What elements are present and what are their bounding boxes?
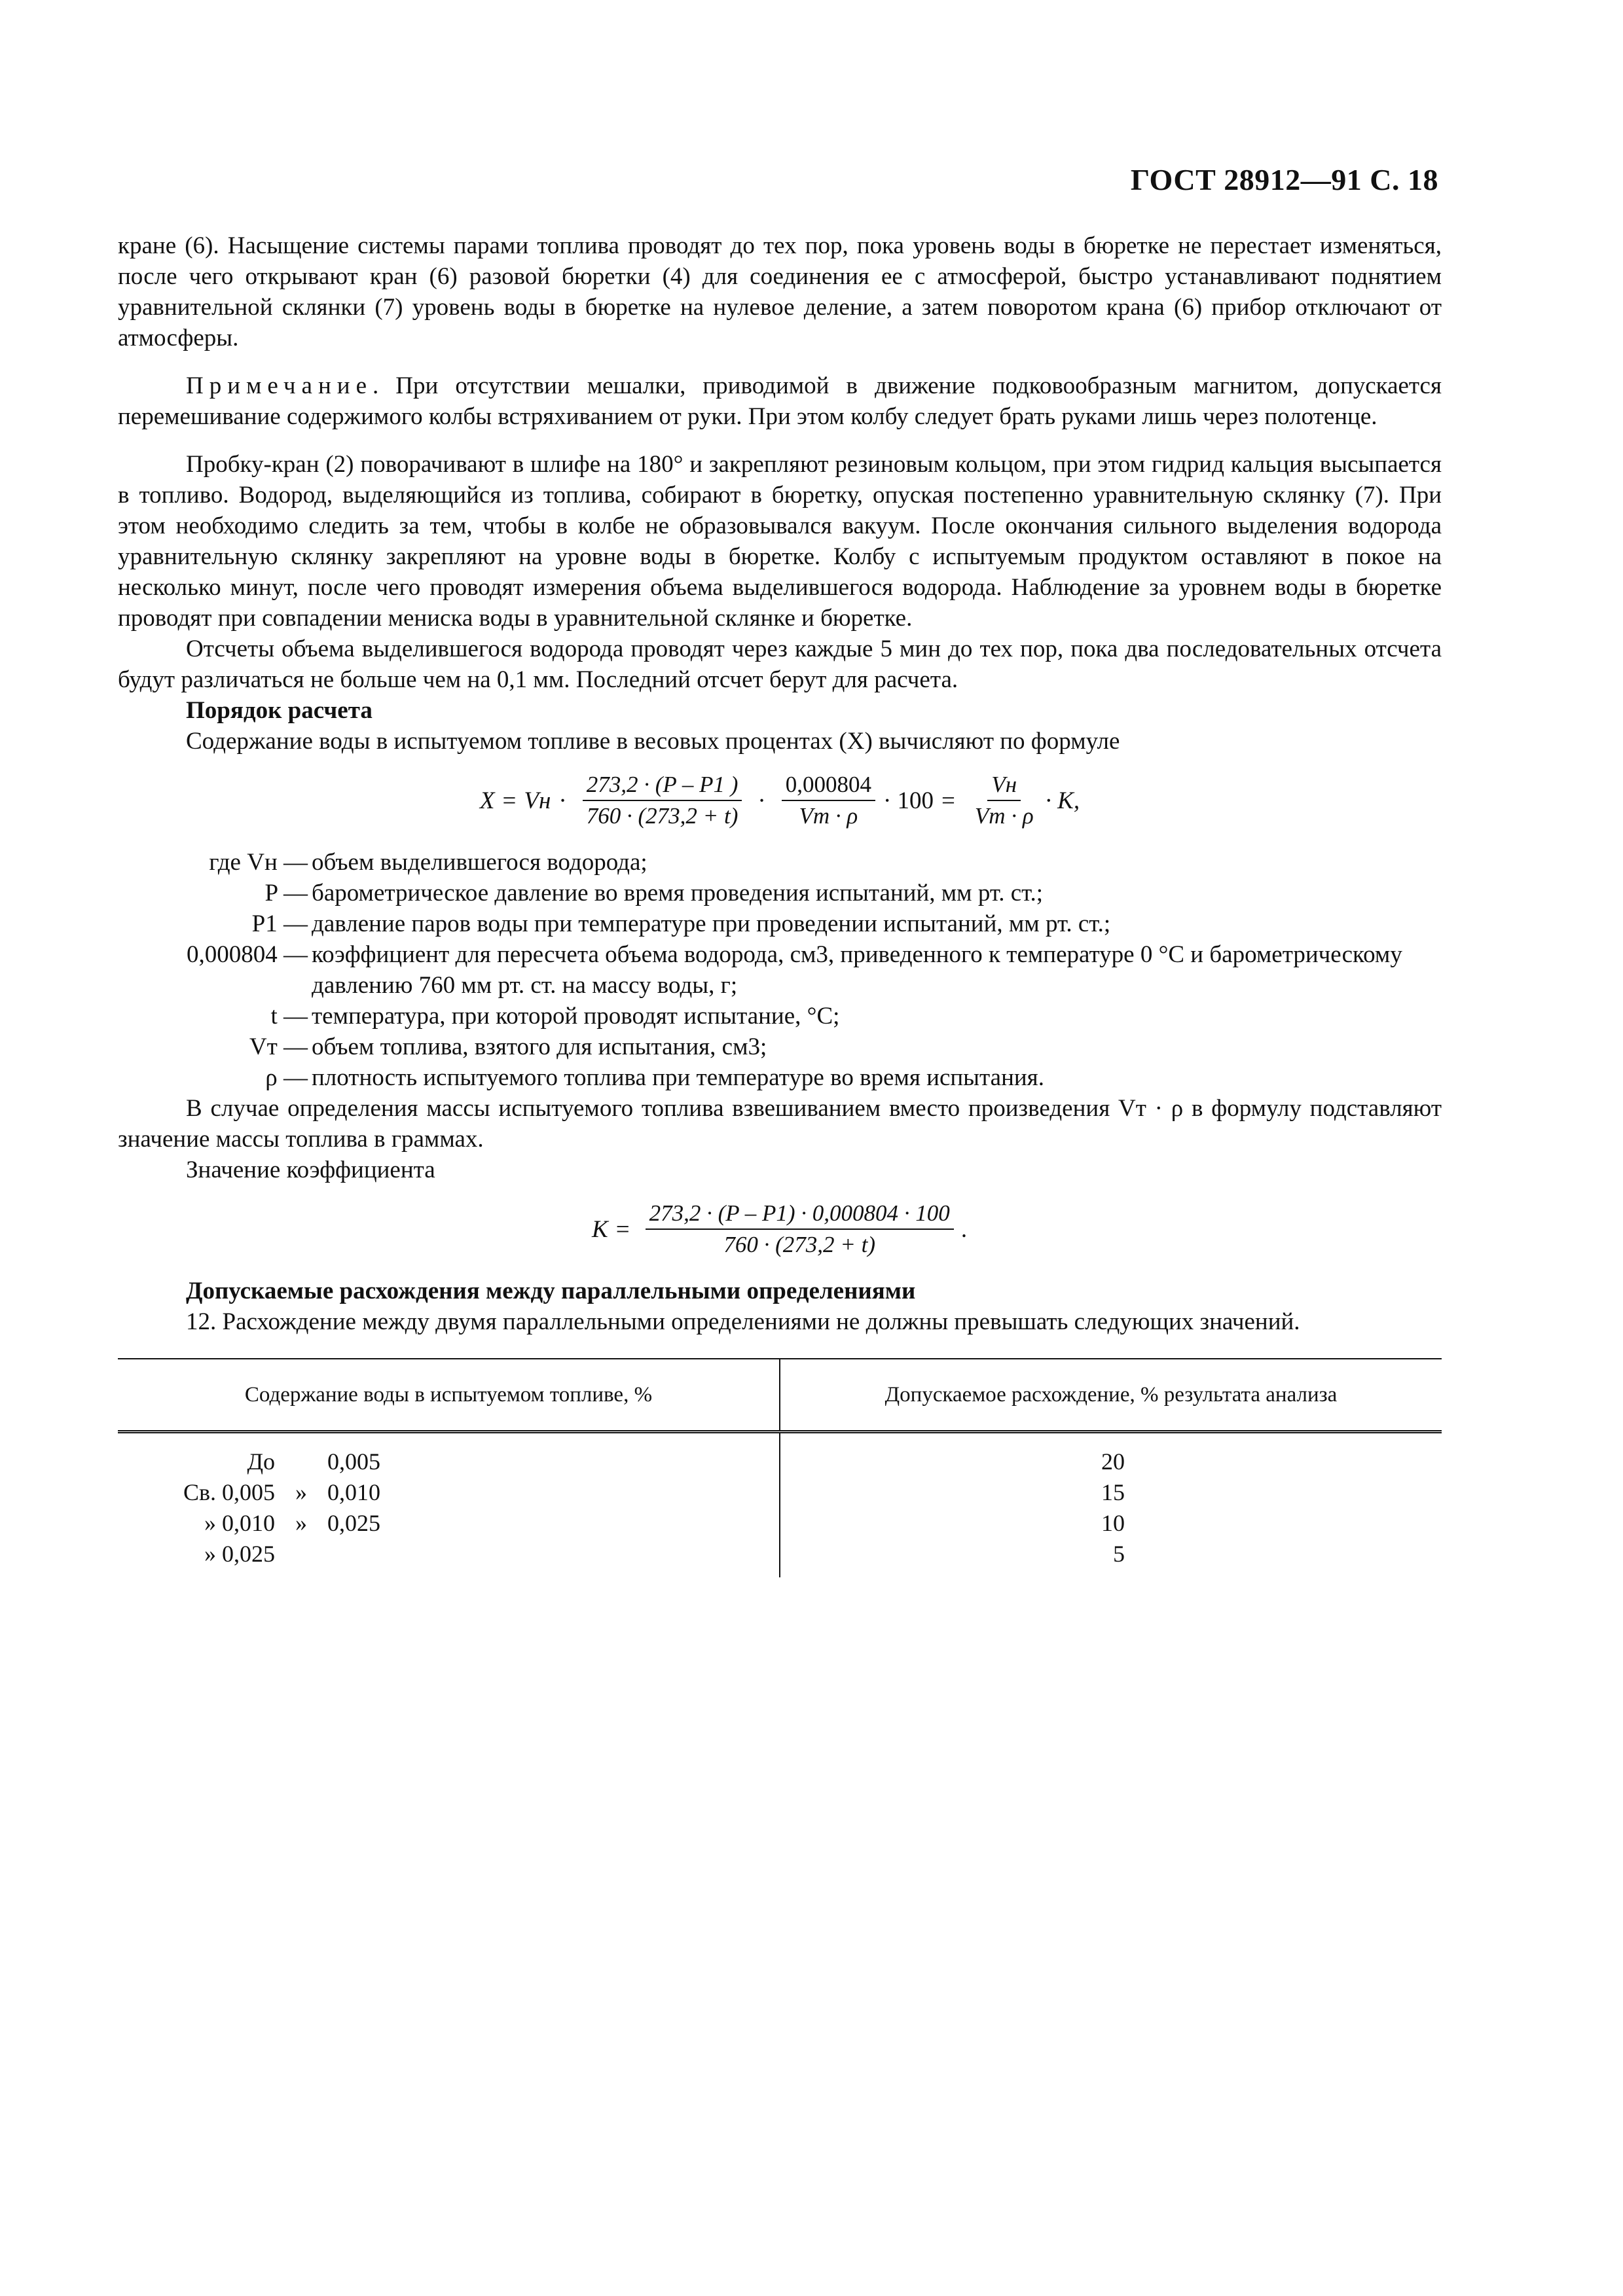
definition-desc: коэффициент для пересчета объема водорода, см3, приведенного к температуре 0 °С и барометрическому давлению 760 мм рт. ст. на массу воды, г;: [312, 941, 1402, 999]
formula-x-fraction-3: [971, 771, 1038, 830]
range-from: » 0,025: [204, 1541, 275, 1567]
definition-term: ρ —: [265, 1064, 308, 1091]
definition-row: [118, 1031, 1442, 1062]
formula-x-tail: · K,: [1045, 787, 1080, 814]
table-header-row: [118, 1359, 1442, 1433]
range-to: 0,005: [327, 1448, 380, 1475]
range-to: [327, 1539, 406, 1570]
definition-desc: температура, при которой проводят испытание, °С;: [312, 1003, 840, 1030]
page-header: ГОСТ 28912—91 С. 18: [1130, 163, 1438, 196]
definition-desc: объем выделившегося водорода;: [312, 849, 647, 876]
heading-tolerances: Допускаемые расхождения между параллельными определениями: [186, 1278, 916, 1304]
paragraph-5: В случае определения массы испытуемого топлива взвешиванием вместо произведения Vт · ρ в формулу подставляют значение массы топлива в граммах.: [118, 1095, 1442, 1153]
definition-desc: барометрическое давление во время проведения испытаний, мм рт. ст.;: [312, 880, 1044, 906]
formula-x-eq: =: [502, 787, 517, 814]
formula-k: [118, 1200, 1442, 1259]
formula-x-fraction-1: [583, 771, 742, 830]
definition-row: [118, 939, 1442, 1001]
table-row: [118, 1477, 779, 1508]
table-column-water-content: [118, 1433, 780, 1577]
definition-term: t —: [270, 1003, 308, 1030]
formula-k-denominator: 760 · (273,2 + t): [723, 1232, 875, 1257]
formula-x-dot-2: ·: [757, 787, 766, 814]
definition-row: [118, 847, 1442, 878]
fraction-1-numerator: 273,2 · (P – P1 ): [583, 771, 742, 801]
table-column-tolerance: [780, 1433, 1442, 1577]
definition-row: [118, 908, 1442, 939]
definition-term: Vт —: [249, 1033, 308, 1060]
range-sep: »: [295, 1479, 307, 1505]
table-body: [118, 1433, 1442, 1577]
formula-k-tail: .: [961, 1215, 968, 1243]
formula-x-vn: Vн: [524, 787, 551, 814]
range-sep: [275, 1539, 327, 1570]
range-from: Св. 0,005: [183, 1479, 275, 1505]
fraction-2-numerator: 0,000804: [782, 771, 875, 801]
tolerance-value: 10: [1101, 1510, 1125, 1536]
range-sep: [275, 1446, 327, 1477]
heading-calculation: Порядок расчета: [186, 697, 373, 724]
note-label: Примечание: [186, 372, 373, 399]
formula-x-dot: ·: [558, 787, 567, 814]
variable-definitions: [118, 847, 1442, 1093]
formula-x-hundred: · 100: [883, 787, 934, 814]
range-sep: »: [295, 1510, 307, 1536]
formula-x-fraction-2: [782, 771, 875, 830]
formula-k-eq: =: [615, 1215, 630, 1243]
paragraph-1: кране (6). Насыщение системы парами топлива проводят до тех пор, пока уровень воды в бюретке не перестает изменяться, после чего открывают кран (6) разовой бюретки (4) для соединения ее с атмосферой, быстро устанавливают поднятием уравнительной склянки (7) уровень воды в бюретке на нулевое деление, а затем поворотом крана (6) прибор отключают от атмосферы.: [118, 232, 1442, 351]
note-text: . При отсутствии мешалки, приводимой в движение подковообразным магнитом, допускается перемешивание содержимого колбы встряхиванием от руки. При этом колбу следует брать руками лишь через полотенце.: [118, 372, 1442, 430]
table-row: [118, 1446, 779, 1477]
table-header-water-content: Содержание воды в испытуемом топливе, %: [118, 1359, 780, 1430]
definition-row: [118, 1062, 1442, 1093]
definition-row: [118, 878, 1442, 908]
formula-k-numerator: 273,2 · (P – P1) · 0,000804 · 100: [646, 1200, 954, 1230]
definition-term: P1 —: [251, 910, 308, 937]
definition-desc: плотность испытуемого топлива при температуре во время испытания.: [312, 1064, 1044, 1091]
definition-term: где Vн —: [209, 849, 308, 876]
fraction-3-numerator: Vн: [987, 771, 1021, 801]
fraction-2-denominator: Vт · ρ: [799, 803, 858, 829]
tolerance-table: [118, 1358, 1442, 1577]
table-header-tolerance: Допускаемое расхождение, % результата анализа: [884, 1382, 1338, 1407]
table-row: [118, 1539, 779, 1570]
tolerance-value: 15: [1101, 1479, 1125, 1505]
paragraph-3: Отсчеты объема выделившегося водорода проводят через каждые 5 мин до тех пор, пока два последовательных отсчета будут различаться не больше чем на 0,1 мм. Последний отсчет берут для расчета.: [118, 636, 1442, 693]
paragraph-4: Содержание воды в испытуемом топливе в весовых процентах (X) вычисляют по формуле: [186, 728, 1120, 755]
definition-desc: объем топлива, взятого для испытания, см3;: [312, 1033, 767, 1060]
fraction-3-denominator: Vт · ρ: [974, 803, 1034, 829]
paragraph-2: Пробку-кран (2) поворачивают в шлифе на 180° и закрепляют резиновым кольцом, при этом гидрид кальция высыпается в топливо. Водород, выделяющийся из топлива, собирают в бюретку, опуская постепенно уравнительную склянку (7). При этом необходимо следить за тем, чтобы в колбе не образовывался вакуум. После окончания сильного выделения водорода уравнительную склянку закрепляют на уровне воды в бюретке. Колбу с испытуемым продуктом оставляют в покое на несколько минут, после чего проводят измерения объема выделившегося водорода. Наблюдение за уровнем воды в бюретке проводят при совпадении мениска воды в уравнительной склянке и бюретке.: [118, 451, 1442, 632]
table-row: [118, 1508, 779, 1539]
paragraph-7: 12. Расхождение между двумя параллельными определениями не должны превышать следующих значений.: [186, 1308, 1300, 1335]
definition-desc: давление паров воды при температуре при проведении испытаний, мм рт. ст.;: [312, 910, 1111, 937]
definition-row: [118, 1001, 1442, 1031]
document-body: [118, 230, 1442, 1577]
tolerance-value: 5: [1113, 1541, 1125, 1567]
tolerance-value: 20: [1101, 1448, 1125, 1475]
range-from: » 0,010: [204, 1510, 275, 1536]
definition-term: P —: [264, 880, 308, 906]
note-paragraph: [118, 370, 1442, 432]
range-from: До: [247, 1448, 275, 1475]
formula-x-lhs: X: [479, 787, 495, 814]
formula-k-lhs: K: [592, 1215, 608, 1243]
range-to: 0,025: [327, 1510, 380, 1536]
formula-k-fraction: [646, 1200, 954, 1259]
fraction-1-denominator: 760 · (273,2 + t): [586, 803, 739, 829]
formula-x: [118, 771, 1442, 830]
formula-x-eq-2: =: [941, 787, 955, 814]
range-to: 0,010: [327, 1479, 380, 1505]
paragraph-6: Значение коэффициента: [186, 1157, 435, 1183]
definition-term: 0,000804 —: [187, 941, 308, 968]
